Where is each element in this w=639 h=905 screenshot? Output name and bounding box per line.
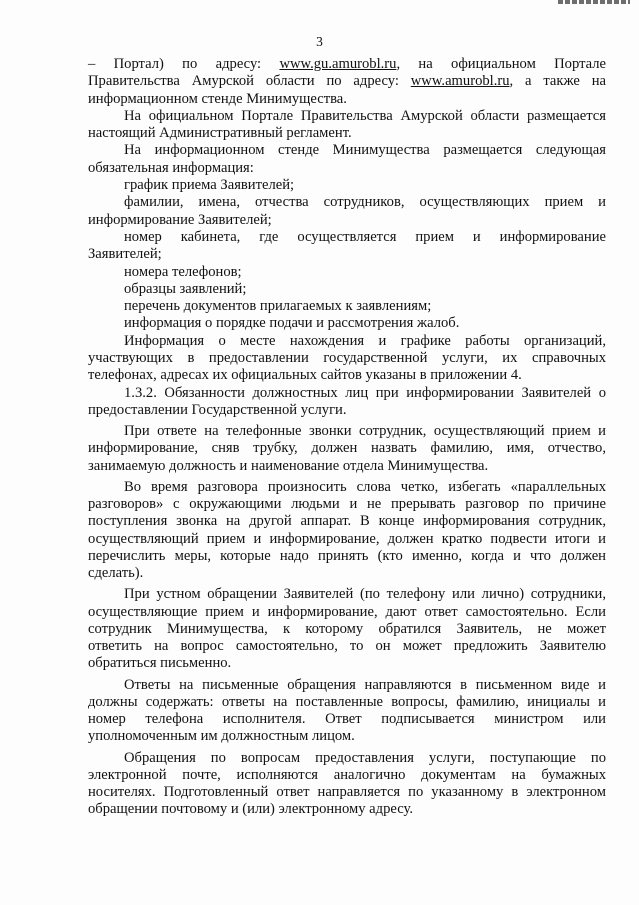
section-heading: 1.3.2. Обязанности должностных лиц при информировании Заявителей о [124,384,606,401]
text-line: должны содержать: ответы на поставленные вопросы, фамилию, инициалы и [88,693,606,710]
text-line: сделать). [88,565,144,582]
list-item: график приема Заявителей; [124,177,295,194]
text-line: На официальном Портале Правительства Амурской области размещается [124,107,606,124]
text-fragment: , а также на [509,73,606,90]
page-number: 3 [316,34,323,49]
government-site-link[interactable]: www.amurobl.ru [410,73,510,90]
list-item: перечень документов прилагаемых к заявлениям; [124,298,432,315]
list-item: фамилии, имена, отчества сотрудников, осуществляющих прием и [124,194,606,211]
list-item: информация о порядке подачи и рассмотрения жалоб. [124,315,460,332]
text-line: номер телефона исполнителя. Ответ подписывается министром или [88,711,606,728]
text-line: Информация о месте нахождения и графике работы организаций, [124,332,606,349]
scan-artifact [558,0,630,4]
text-line: осуществляющие прием и информирование, дают ответ самостоятельно. Если [88,603,606,620]
text-line: информирование Заявителей; [88,211,272,228]
text-fragment: Правительства Амурской области по адресу: [88,73,411,90]
text-line: Во время разговора произносить слова четко, избегать «параллельных [124,478,606,495]
body-text [88,56,606,819]
text-line: электронной почте, исполняются аналогично документам на бумажных [88,766,606,783]
text-line: При устном обращении Заявителей (по телефону или лично) сотрудники, [124,586,606,603]
list-item: номера телефонов; [124,263,242,280]
text-line: обратиться письменно. [88,655,232,672]
text-line: осуществляющий прием и информирование, должен кратко подвести итоги и [88,530,606,547]
text-line: телефонах, адресах их официальных сайтов указаны в приложении 4. [88,367,522,384]
text-line: перечислить меры, которые надо принять (кто именно, когда и что должен [88,547,606,564]
text-line: носителях. Подготовленный ответ направляется по указанному в электронном [88,784,606,801]
text-line [88,56,606,73]
text-line: занимаемую должность и наименование отдела Минимущества. [88,457,489,474]
text-line: Ответы на письменные обращения направляются в письменном виде и [124,676,606,693]
text-line: обращении почтовому и (или) электронному адресу. [88,801,413,818]
text-line: разговоров» с окружающими людьми и не прерывать разговор по причине [88,496,606,513]
text-line: Обращения по вопросам предоставления услуги, поступающие по [124,749,606,766]
section-heading: предоставлении Государственной услуги. [88,401,347,418]
text-fragment: – Портал) по адресу: [88,56,280,72]
list-item: номер кабинета, где осуществляется прием и информирование [124,228,606,245]
text-line: На информационном стенде Минимущества размещается следующая [124,142,606,159]
text-line: сотрудник Минимущества, к которому обратился Заявитель, не может [88,620,606,637]
text-line [88,73,606,90]
text-line: информационном стенде Минимущества. [88,90,347,107]
text-line: настоящий Административный регламент. [88,125,352,142]
portal-link[interactable]: www.gu.amurobl.ru [279,56,397,72]
list-item: образцы заявлений; [124,280,247,297]
text-line: обязательная информация: [88,159,254,176]
text-line: ответить на вопрос самостоятельно, то он может предложить Заявителю [88,638,606,655]
text-line: поступления звонка на другой аппарат. В конце информирования сотрудник, [88,513,606,530]
text-fragment: , на официальном Портале [396,56,606,72]
text-line: При ответе на телефонные звонки сотрудник, осуществляющий прием и [124,423,606,440]
text-line: информирование, сняв трубку, должен назвать фамилию, имя, отчество, [88,440,606,457]
text-line: Заявителей; [88,246,162,263]
text-line: участвующих в предоставлении государственной услуги, их справочных [88,350,606,367]
text-line: уполномоченным им должностным лицом. [88,728,355,745]
